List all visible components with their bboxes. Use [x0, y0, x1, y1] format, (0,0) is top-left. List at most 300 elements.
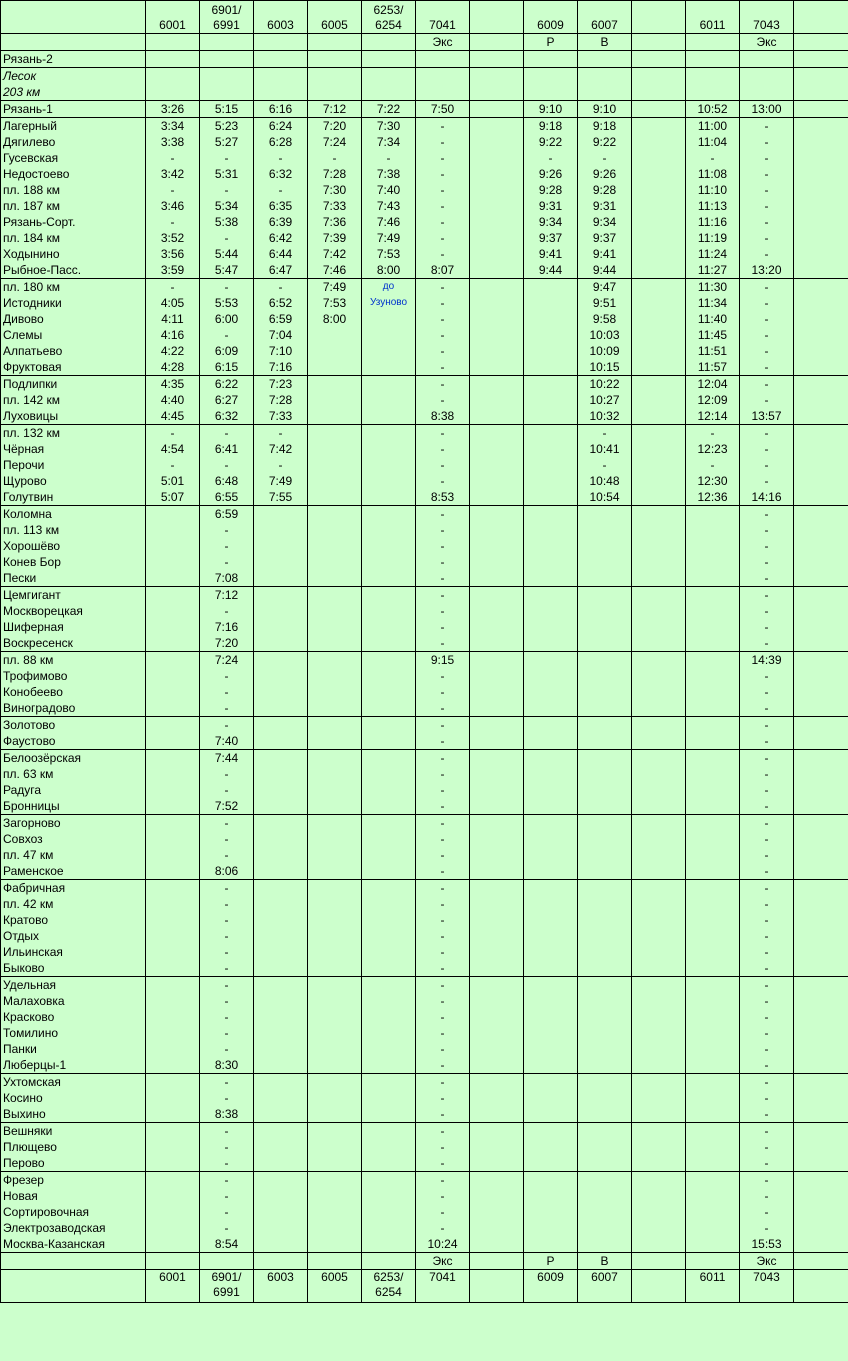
train-note-cell: В — [578, 1253, 632, 1270]
time-cell — [308, 603, 362, 619]
time-cell: - — [416, 1057, 470, 1074]
time-cell: 3:26 — [146, 101, 200, 118]
time-cell — [362, 1041, 416, 1057]
time-cell — [308, 1009, 362, 1025]
time-cell — [524, 376, 578, 393]
time-cell — [362, 1025, 416, 1041]
station-name: Рязань-2 — [1, 51, 146, 68]
station-row — [1, 554, 848, 570]
station-name: Лесок — [1, 68, 146, 85]
time-cell: 9:10 — [524, 101, 578, 118]
station-row — [1, 1220, 848, 1236]
station-name: Гусевская — [1, 150, 146, 166]
time-cell — [686, 733, 740, 750]
time-cell: - — [578, 457, 632, 473]
station-name: Фруктовая — [1, 359, 146, 376]
time-cell: 6:09 — [200, 343, 254, 359]
time-cell — [686, 717, 740, 734]
station-row — [1, 928, 848, 944]
station-row — [1, 863, 848, 880]
time-cell — [686, 635, 740, 652]
time-cell: 8:00 — [362, 262, 416, 279]
time-cell: - — [254, 150, 308, 166]
time-cell — [794, 246, 848, 262]
time-cell: - — [740, 993, 794, 1009]
time-cell — [200, 84, 254, 101]
time-cell: - — [416, 733, 470, 750]
time-cell — [362, 392, 416, 408]
train-note-cell — [254, 1253, 308, 1270]
time-cell — [740, 68, 794, 85]
time-cell — [578, 603, 632, 619]
time-cell — [578, 619, 632, 635]
time-cell: 12:36 — [686, 489, 740, 506]
time-cell — [254, 766, 308, 782]
time-cell — [254, 1090, 308, 1106]
time-cell — [308, 896, 362, 912]
time-cell: - — [740, 668, 794, 684]
time-cell — [632, 831, 686, 847]
time-cell: 9:44 — [524, 262, 578, 279]
time-cell — [254, 912, 308, 928]
train-number-cell: 6007 — [578, 1270, 632, 1303]
time-cell — [470, 279, 524, 296]
time-cell: 7:28 — [254, 392, 308, 408]
time-cell: 7:53 — [308, 295, 362, 311]
time-cell — [470, 912, 524, 928]
time-cell — [470, 1123, 524, 1140]
time-cell — [470, 198, 524, 214]
time-cell — [254, 603, 308, 619]
time-cell: 6:24 — [254, 118, 308, 135]
time-cell: - — [740, 359, 794, 376]
time-cell — [632, 652, 686, 669]
time-cell — [794, 166, 848, 182]
time-cell: - — [416, 587, 470, 604]
station-row — [1, 766, 848, 782]
time-cell: 9:58 — [578, 311, 632, 327]
time-cell: 7:40 — [200, 733, 254, 750]
time-cell: - — [200, 1220, 254, 1236]
time-cell — [524, 1139, 578, 1155]
time-cell — [578, 668, 632, 684]
train-note-cell — [362, 1253, 416, 1270]
time-cell — [254, 960, 308, 977]
time-cell: 7:39 — [308, 230, 362, 246]
train-note-cell — [1, 34, 146, 51]
time-cell — [362, 977, 416, 994]
station-name: Рязань-Сорт. — [1, 214, 146, 230]
time-cell: 5:23 — [200, 118, 254, 135]
train-number-cell: 6001 — [146, 1270, 200, 1303]
time-cell — [146, 506, 200, 523]
station-name: пл. 132 км — [1, 425, 146, 442]
train-number-cell: 6005 — [308, 1, 362, 34]
station-row — [1, 198, 848, 214]
time-cell — [362, 733, 416, 750]
station-name: Слемы — [1, 327, 146, 343]
station-name: пл. 113 км — [1, 522, 146, 538]
time-cell: - — [686, 425, 740, 442]
time-cell: - — [416, 831, 470, 847]
time-cell — [470, 1236, 524, 1253]
time-cell: 10:48 — [578, 473, 632, 489]
time-cell — [470, 166, 524, 182]
time-cell — [524, 960, 578, 977]
time-cell — [632, 150, 686, 166]
time-cell — [794, 1123, 848, 1140]
time-cell: 6:32 — [254, 166, 308, 182]
time-cell — [578, 766, 632, 782]
time-cell — [146, 1090, 200, 1106]
time-cell — [632, 1155, 686, 1172]
time-cell — [470, 1009, 524, 1025]
time-cell — [470, 1220, 524, 1236]
time-cell — [632, 425, 686, 442]
time-cell — [686, 1172, 740, 1189]
time-cell: - — [200, 684, 254, 700]
time-cell: - — [416, 1009, 470, 1025]
time-cell: 8:06 — [200, 863, 254, 880]
time-cell — [146, 993, 200, 1009]
time-cell: 4:40 — [146, 392, 200, 408]
time-cell: - — [740, 1009, 794, 1025]
time-cell: 11:57 — [686, 359, 740, 376]
time-cell — [254, 1188, 308, 1204]
time-cell — [632, 327, 686, 343]
time-cell: - — [200, 522, 254, 538]
time-cell — [362, 993, 416, 1009]
time-cell — [578, 1155, 632, 1172]
time-cell — [632, 847, 686, 863]
time-cell — [524, 1123, 578, 1140]
time-cell — [794, 230, 848, 246]
time-cell — [524, 327, 578, 343]
time-cell: 9:37 — [524, 230, 578, 246]
time-cell — [254, 880, 308, 897]
time-cell: - — [416, 506, 470, 523]
time-cell — [794, 51, 848, 68]
time-cell — [470, 359, 524, 376]
time-cell — [308, 831, 362, 847]
time-cell: - — [416, 441, 470, 457]
time-cell — [524, 311, 578, 327]
time-cell — [146, 668, 200, 684]
time-cell — [254, 717, 308, 734]
time-cell: 11:30 — [686, 279, 740, 296]
time-cell — [794, 118, 848, 135]
time-cell — [362, 489, 416, 506]
time-cell — [578, 815, 632, 832]
station-row — [1, 1025, 848, 1041]
time-cell: - — [416, 1220, 470, 1236]
time-cell — [254, 1074, 308, 1091]
time-cell: - — [416, 912, 470, 928]
time-cell — [146, 815, 200, 832]
time-cell — [578, 587, 632, 604]
train-number-cell: 7043 — [740, 1, 794, 34]
train-number-cell: 6009 — [524, 1, 578, 34]
station-row — [1, 750, 848, 767]
time-cell: - — [740, 279, 794, 296]
time-cell — [362, 1009, 416, 1025]
time-cell: 11:04 — [686, 134, 740, 150]
station-row — [1, 603, 848, 619]
time-cell — [578, 522, 632, 538]
time-cell — [632, 1123, 686, 1140]
time-cell — [632, 1090, 686, 1106]
time-cell: - — [146, 150, 200, 166]
time-cell — [146, 1025, 200, 1041]
time-cell: 12:09 — [686, 392, 740, 408]
time-cell — [686, 863, 740, 880]
station-name: Плющево — [1, 1139, 146, 1155]
time-cell: - — [362, 150, 416, 166]
time-cell: - — [416, 700, 470, 717]
time-cell: - — [416, 1204, 470, 1220]
station-name: Белоозёрская — [1, 750, 146, 767]
time-cell — [524, 295, 578, 311]
station-row — [1, 441, 848, 457]
time-cell: - — [416, 214, 470, 230]
time-cell — [632, 912, 686, 928]
time-cell — [578, 84, 632, 101]
time-cell — [686, 684, 740, 700]
time-cell — [524, 506, 578, 523]
time-cell: 11:45 — [686, 327, 740, 343]
time-cell — [254, 1236, 308, 1253]
time-cell — [362, 831, 416, 847]
time-cell: 9:41 — [578, 246, 632, 262]
time-cell: - — [308, 150, 362, 166]
time-cell — [470, 311, 524, 327]
time-cell: - — [416, 960, 470, 977]
time-cell: - — [416, 896, 470, 912]
time-cell: 7:49 — [254, 473, 308, 489]
time-cell — [524, 538, 578, 554]
time-cell — [578, 993, 632, 1009]
station-name: Дягилево — [1, 134, 146, 150]
time-cell: 9:34 — [524, 214, 578, 230]
time-cell: 6:32 — [200, 408, 254, 425]
station-row — [1, 311, 848, 327]
time-cell — [362, 84, 416, 101]
time-cell — [470, 750, 524, 767]
time-cell — [632, 1139, 686, 1155]
time-cell: - — [200, 554, 254, 570]
time-cell — [524, 1106, 578, 1123]
time-cell — [254, 896, 308, 912]
time-cell — [524, 343, 578, 359]
time-cell — [308, 798, 362, 815]
train-number-cell: 7043 — [740, 1270, 794, 1303]
time-cell — [254, 570, 308, 587]
time-cell: 3:42 — [146, 166, 200, 182]
time-cell: 7:38 — [362, 166, 416, 182]
time-cell — [632, 1236, 686, 1253]
train-note-cell — [470, 1253, 524, 1270]
time-cell — [632, 1106, 686, 1123]
station-name: Воскресенск — [1, 635, 146, 652]
time-cell — [632, 603, 686, 619]
time-cell: - — [416, 134, 470, 150]
station-name: Щурово — [1, 473, 146, 489]
time-cell: - — [200, 1204, 254, 1220]
time-cell — [632, 457, 686, 473]
time-cell: 4:11 — [146, 311, 200, 327]
time-cell — [524, 473, 578, 489]
time-cell — [254, 1041, 308, 1057]
time-cell — [686, 928, 740, 944]
time-cell: - — [740, 1057, 794, 1074]
time-cell — [308, 1041, 362, 1057]
time-cell — [632, 359, 686, 376]
station-name: Красково — [1, 1009, 146, 1025]
station-row — [1, 587, 848, 604]
time-cell — [578, 831, 632, 847]
station-name: Электрозаводская — [1, 1220, 146, 1236]
time-cell — [794, 134, 848, 150]
time-cell — [470, 554, 524, 570]
station-row — [1, 733, 848, 750]
time-cell — [632, 441, 686, 457]
time-cell — [470, 327, 524, 343]
time-cell: - — [254, 425, 308, 442]
time-cell — [524, 880, 578, 897]
time-cell: 7:12 — [200, 587, 254, 604]
time-cell — [794, 554, 848, 570]
time-cell — [308, 1025, 362, 1041]
time-cell — [362, 944, 416, 960]
time-cell — [794, 766, 848, 782]
time-cell: 7:50 — [416, 101, 470, 118]
time-cell: - — [740, 944, 794, 960]
time-cell — [470, 51, 524, 68]
time-cell: 6:59 — [254, 311, 308, 327]
time-cell: 7:40 — [362, 182, 416, 198]
time-cell — [794, 1172, 848, 1189]
time-cell — [362, 603, 416, 619]
time-cell — [524, 441, 578, 457]
time-cell — [254, 977, 308, 994]
time-cell: 10:09 — [578, 343, 632, 359]
time-cell: - — [740, 214, 794, 230]
time-cell — [686, 766, 740, 782]
time-cell: - — [200, 1074, 254, 1091]
time-cell: 10:54 — [578, 489, 632, 506]
time-cell — [254, 750, 308, 767]
time-cell — [254, 1220, 308, 1236]
time-cell — [470, 717, 524, 734]
time-cell — [794, 311, 848, 327]
time-cell — [470, 766, 524, 782]
time-cell — [470, 1106, 524, 1123]
station-row — [1, 847, 848, 863]
time-cell: 9:37 — [578, 230, 632, 246]
time-cell: 7:43 — [362, 198, 416, 214]
time-cell — [632, 717, 686, 734]
time-cell: - — [740, 343, 794, 359]
time-cell — [470, 506, 524, 523]
time-cell: - — [200, 831, 254, 847]
time-cell: - — [740, 295, 794, 311]
time-cell — [686, 522, 740, 538]
time-cell — [470, 782, 524, 798]
time-cell — [578, 1188, 632, 1204]
time-cell — [632, 960, 686, 977]
train-note-cell — [254, 34, 308, 51]
time-cell — [794, 896, 848, 912]
station-name: пл. 188 км — [1, 182, 146, 198]
time-cell: - — [146, 214, 200, 230]
time-cell — [308, 1074, 362, 1091]
time-cell — [794, 84, 848, 101]
time-cell — [794, 668, 848, 684]
time-cell — [308, 684, 362, 700]
train-note-cell — [362, 34, 416, 51]
time-cell — [362, 457, 416, 473]
time-cell: 8:07 — [416, 262, 470, 279]
time-cell — [578, 1172, 632, 1189]
time-cell — [146, 1057, 200, 1074]
station-row — [1, 619, 848, 635]
station-row — [1, 279, 848, 296]
time-cell — [146, 84, 200, 101]
time-cell: - — [416, 1139, 470, 1155]
time-cell — [686, 1057, 740, 1074]
time-cell: 11:13 — [686, 198, 740, 214]
time-cell — [632, 554, 686, 570]
station-name: Отдых — [1, 928, 146, 944]
time-cell — [362, 1236, 416, 1253]
time-cell — [794, 603, 848, 619]
time-cell: 13:57 — [740, 408, 794, 425]
time-cell — [362, 1220, 416, 1236]
time-cell — [470, 1057, 524, 1074]
time-cell — [794, 1074, 848, 1091]
time-cell: - — [740, 831, 794, 847]
time-cell — [254, 684, 308, 700]
time-cell — [254, 506, 308, 523]
time-cell: - — [740, 847, 794, 863]
time-cell — [308, 1172, 362, 1189]
station-row — [1, 246, 848, 262]
station-name: Алпатьево — [1, 343, 146, 359]
time-cell — [146, 587, 200, 604]
time-cell — [632, 376, 686, 393]
time-cell: 5:38 — [200, 214, 254, 230]
station-row — [1, 1155, 848, 1172]
station-row — [1, 880, 848, 897]
time-cell — [524, 912, 578, 928]
time-cell — [146, 1139, 200, 1155]
time-cell — [686, 977, 740, 994]
time-cell — [146, 1106, 200, 1123]
time-cell — [686, 570, 740, 587]
train-number-cell: 6003 — [254, 1, 308, 34]
time-cell — [578, 1025, 632, 1041]
station-name: Лагерный — [1, 118, 146, 135]
time-cell — [470, 182, 524, 198]
time-cell — [362, 441, 416, 457]
time-cell — [686, 912, 740, 928]
time-cell: - — [416, 343, 470, 359]
time-cell — [524, 619, 578, 635]
station-row — [1, 392, 848, 408]
time-cell — [578, 912, 632, 928]
time-cell — [146, 766, 200, 782]
station-name: Ухтомская — [1, 1074, 146, 1091]
